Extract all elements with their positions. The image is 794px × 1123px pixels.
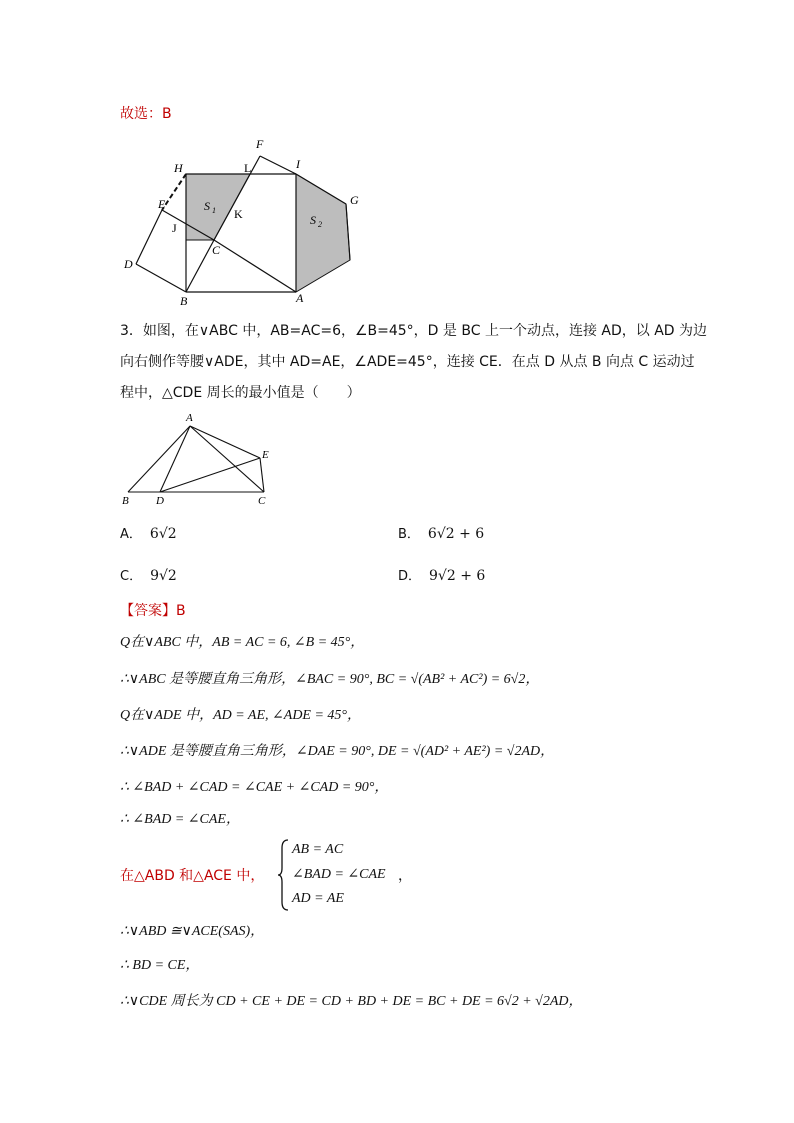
option-a[interactable]: A． 6√2 [120,526,177,542]
label-A2: A [186,412,193,424]
label-E2: E [262,449,269,461]
label-S2-sub: 2 [318,220,322,229]
system-eq-2: ∠BAD = ∠CAE [292,867,386,882]
solution-line-2: ∴∨ABC 是等腰直角三角形，∠BAC = 90°, BC = √(AB² + AC²) = 6√2， [120,672,540,687]
solution-line-8: ∴ BD = CE， [120,958,200,973]
solution-line-3: Q在∨ADE 中，AD = AE, ∠ADE = 45°， [120,708,362,723]
solution-line-7: ∴∨ABD ≅∨ACE(SAS)， [120,924,265,939]
label-J: J [172,221,177,235]
label-S1-sub: 1 [212,206,216,215]
label-S1: S [204,199,210,213]
answer-label: 【答案】B [120,603,186,619]
label-F: F [256,137,264,151]
system-suffix: ， [398,868,412,884]
shaded-s2 [296,174,350,292]
label-D2: D [156,495,164,507]
option-b[interactable]: B． 6√2 + 6 [398,526,485,542]
label-L: L [244,161,252,175]
dashed-HE [162,174,186,210]
line-BA [128,426,190,492]
solution-line-5: ∴ ∠BAD + ∠CAD = ∠CAE + ∠CAD = 90°， [120,780,389,795]
line-DB [136,264,186,292]
label-B: B [180,294,188,308]
line-CA [214,240,296,292]
question-line-1: 3．如图，在∨ABC 中，AB=AC=6，∠B=45°，D 是 BC 上一个动点，连接 AD，以 AD 为边 [120,323,708,339]
label-H: H [174,161,183,175]
solution-line-6: ∴ ∠BAD = ∠CAE， [120,812,240,827]
line-FI [260,156,296,174]
label-B2: B [122,495,129,507]
system-eq-1: AB = AC [292,842,344,857]
solution-line-4: ∴∨ADE 是等腰直角三角形，∠DAE = 90°, DE = √(AD² + AE²) = √2AD， [120,744,555,759]
line-EC [260,458,264,492]
system-eq-3: AD = AE [292,891,344,906]
solution-line-9: ∴∨CDE 周长为 CD + CE + DE = CD + BD + DE = BC + DE = 6√2 + √2AD， [120,994,583,1009]
option-c[interactable]: C． 9√2 [120,568,177,584]
line-AC [190,426,264,492]
figure-triangle [116,410,282,510]
line-AD [160,426,190,492]
line-ED [136,210,162,264]
question-line-2: 向右侧作等腰∨ADE，其中 AD=AE，∠ADE=45°，连接 CE．在点 D 从点 B 向点 C 运动过 [120,354,695,370]
question-line-3: 程中，△CDE 周长的最小值是（ ） [120,385,361,401]
label-A: A [296,291,304,305]
option-d[interactable]: D． 9√2 + 6 [398,568,486,584]
system-brace [278,838,290,912]
label-E: E [158,197,166,211]
label-G: G [350,193,359,207]
line-AE [190,426,260,458]
line-CB [186,240,214,292]
solution-line-1: Q在∨ABC 中，AB = AC = 6, ∠B = 45°， [120,635,365,650]
label-K: K [234,207,243,221]
label-S2: S [310,213,316,227]
label-C2: C [258,495,266,507]
previous-answer: 故选：B [120,106,172,122]
system-prefix: 在△ABD 和△ACE 中， [120,868,265,884]
label-C: C [212,243,221,257]
figure-squares [110,130,370,308]
question-number: 3． [120,323,143,339]
label-I: I [296,157,300,171]
label-D: D [124,257,133,271]
